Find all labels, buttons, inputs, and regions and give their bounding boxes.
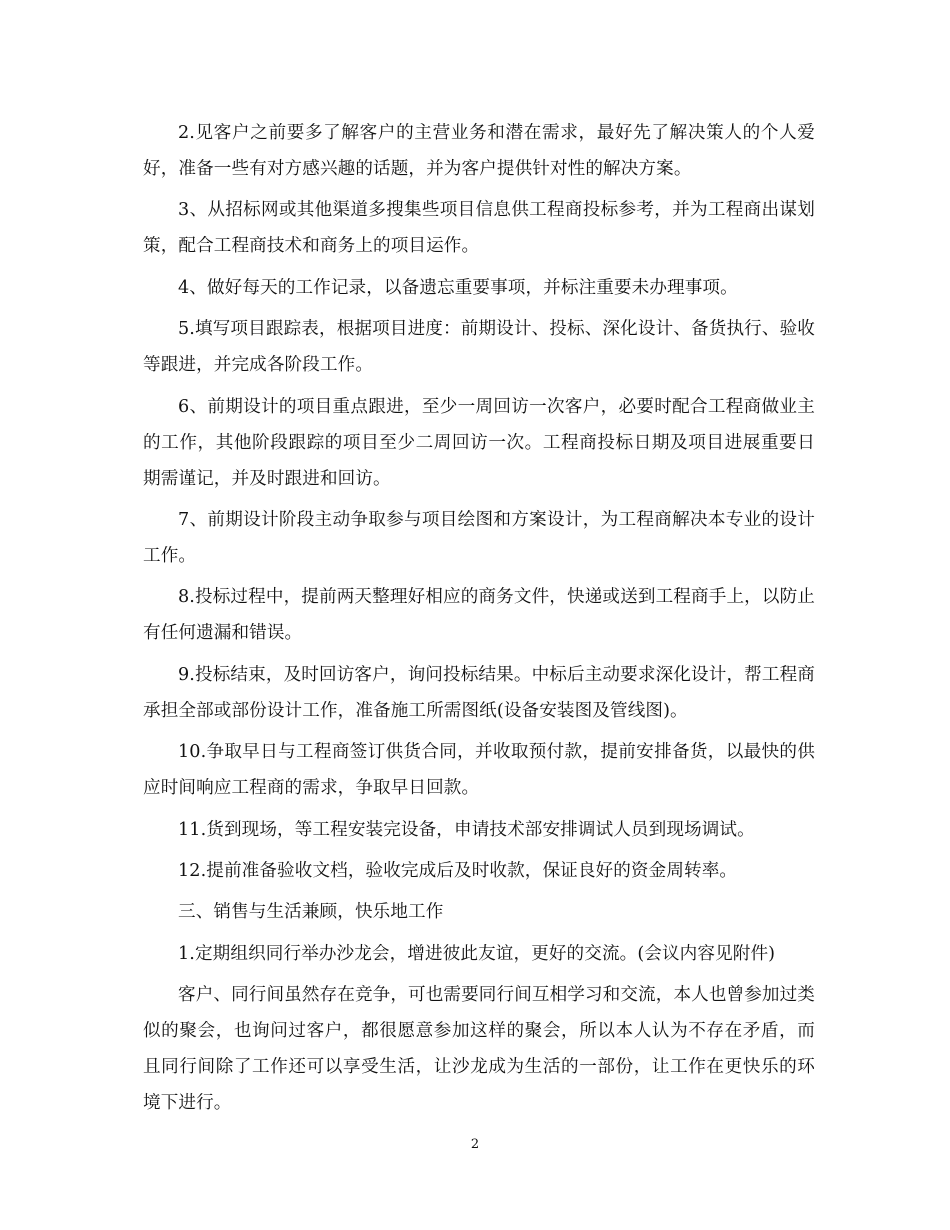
- paragraph-item-11: 11.货到现场，等工程安装完设备，申请技术部安排调试人员到现场调试。: [178, 819, 755, 840]
- paragraph-item-4: 4、做好每天的工作记录，以备遗忘重要事项，并标注重要未办理事项。: [178, 277, 738, 298]
- paragraph-item-7: 7、前期设计阶段主动争取参与项目绘图和方案设计，为工程商解决本专业的设计工作。: [143, 509, 815, 566]
- page-number: 2: [470, 1137, 480, 1152]
- paragraph-item-2: 2.见客户之前要多了解客户的主营业务和潜在需求，最好先了解决策人的个人爱好，准备一些有对方感兴趣的话题，并为客户提供针对性的解决方案。: [143, 123, 815, 179]
- paragraph-salon: 1.定期组织同行举办沙龙会，增进彼此友谊，更好的交流。(会议内容见附件): [178, 943, 776, 964]
- paragraph-explanation: 客户、同行间虽然存在竞争，可也需要同行间互相学习和交流，本人也曾参加过类似的聚会，也询问过客户，都很愿意参加这样的聚会，所以本人认为不存在矛盾，而且同行间除了工作还可以享受生活，让沙龙成为生活的一部份，让工作在更快乐的环境下进行。: [143, 985, 815, 1114]
- paragraph-item-10: 10.争取早日与工程商签订供货合同，并收取预付款，提前安排备货，以最快的供应时间响应工程商的需求，争取早日回款。: [143, 742, 815, 799]
- paragraph-item-9: 9.投标结束，及时回访客户，询问投标结果。中标后主动要求深化设计，帮工程商承担全部或部份设计工作，准备施工所需图纸(设备安装图及管线图)。: [143, 664, 815, 721]
- paragraph-item-8: 8.投标过程中，提前两天整理好相应的商务文件，快递或送到工程商手上，以防止有任何遗漏和错误。: [143, 587, 815, 644]
- document-body: [143, 115, 815, 1126]
- paragraph-item-3: 3、从招标网或其他渠道多搜集些项目信息供工程商投标参考，并为工程商出谋划策，配合工程商技术和商务上的项目运作。: [143, 200, 815, 257]
- section-heading: 三、销售与生活兼顾，快乐地工作: [178, 902, 444, 923]
- paragraph-item-5: 5.填写项目跟踪表，根据项目进度：前期设计、投标、深化设计、备货执行、验收等跟进，并完成各阶段工作。: [143, 319, 815, 376]
- paragraph-item-6: 6、前期设计的项目重点跟进，至少一周回访一次客户，必要时配合工程商做业主的工作，其他阶段跟踪的项目至少二周回访一次。工程商投标日期及项目进展重要日期需谨记，并及时跟进和回访。: [143, 396, 815, 489]
- paragraph-item-12: 12.提前准备验收文档，验收完成后及时收款，保证良好的资金周转率。: [178, 860, 738, 881]
